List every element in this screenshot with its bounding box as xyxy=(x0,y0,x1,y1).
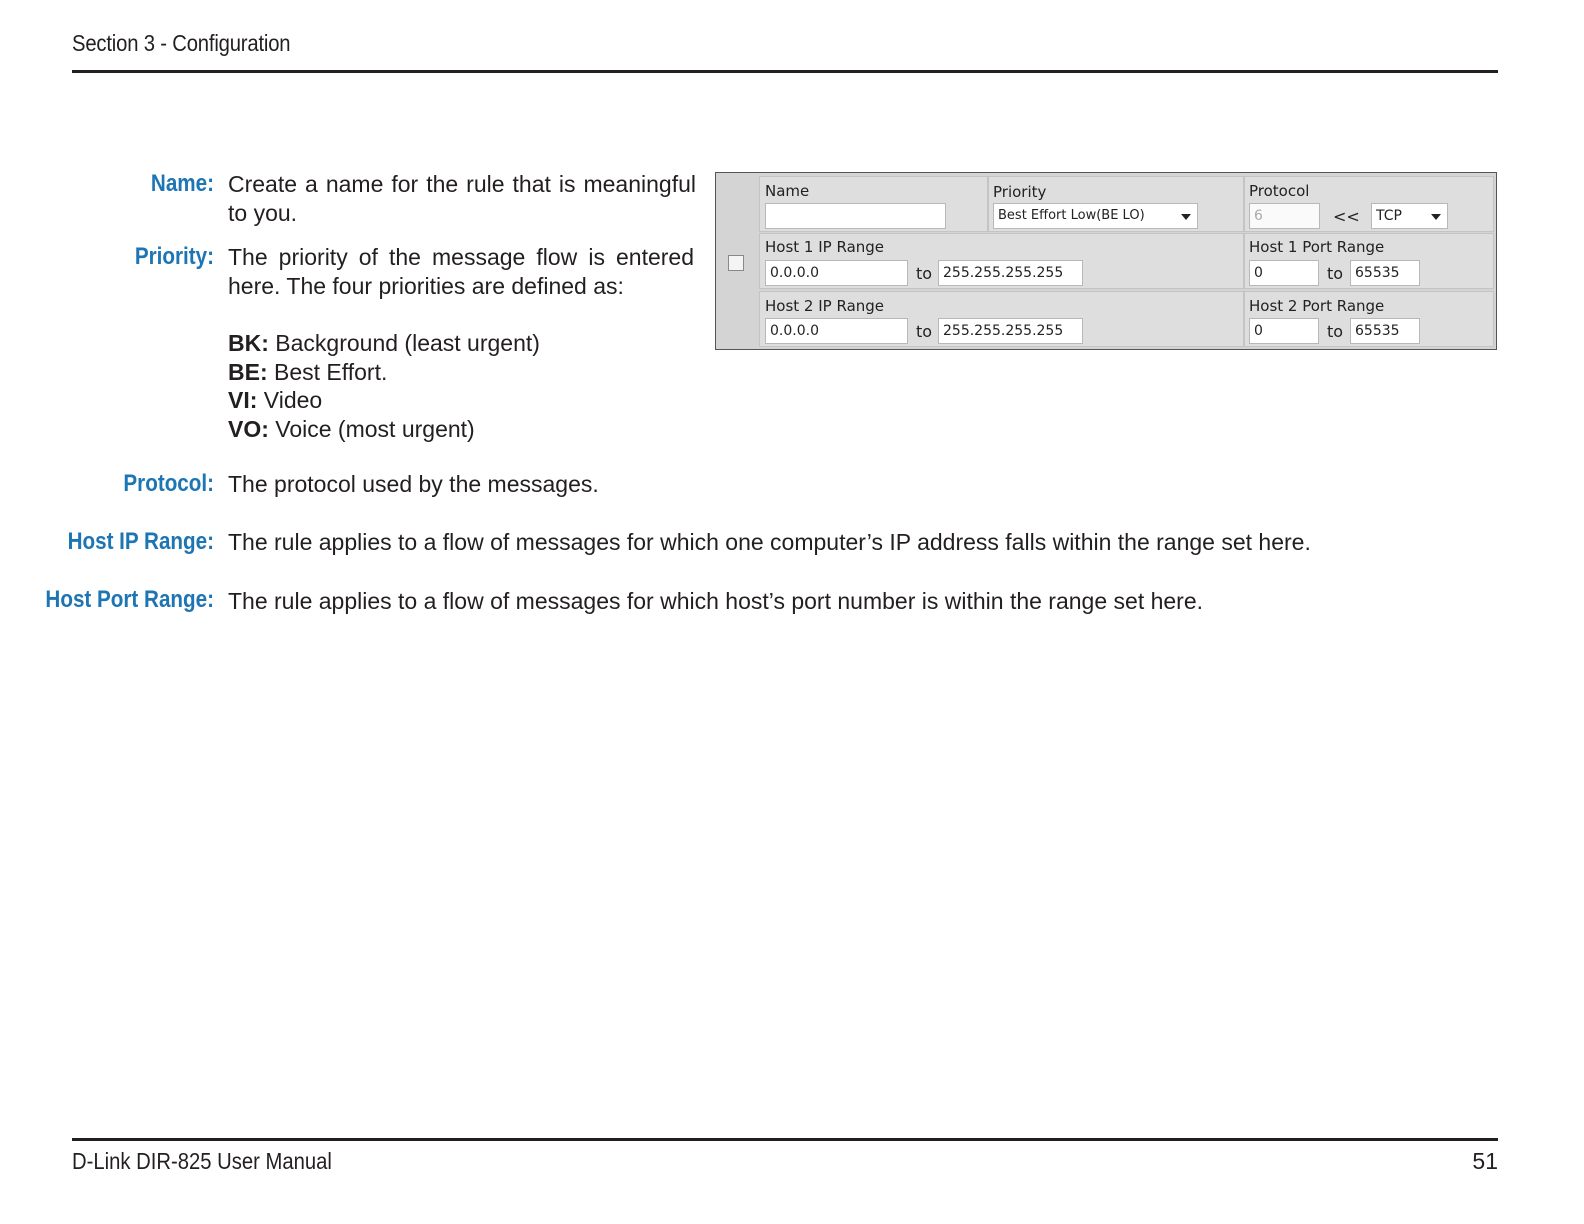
protocol-select-value: TCP xyxy=(1376,208,1402,224)
to-label: to xyxy=(1327,322,1344,341)
priority-cell xyxy=(988,176,1244,232)
protocol-label: Protocol xyxy=(1249,182,1310,200)
level-desc: Background (least urgent) xyxy=(275,330,540,356)
host1-ip-label: Host 1 IP Range xyxy=(765,238,885,256)
name-cell xyxy=(759,176,988,232)
protocol-copy-arrow[interactable]: << xyxy=(1333,207,1360,226)
term-host-ip-range: Host IP Range: xyxy=(67,528,214,555)
host1-ip-cell xyxy=(759,233,1244,289)
def-host-port-range: The rule applies to a flow of messages for which host’s port number is within the range set here. xyxy=(228,588,1204,614)
host2-ip-label: Host 2 IP Range xyxy=(765,297,885,315)
def-protocol: The protocol used by the messages. xyxy=(228,471,599,497)
term-host-port-range: Host Port Range: xyxy=(45,586,214,613)
host2-ip-from-input[interactable]: 0.0.0.0 xyxy=(765,318,908,344)
def-priority: The priority of the message flow is entered here. The four priorities are defined as: xyxy=(228,244,694,299)
level-code: BK: xyxy=(228,330,269,356)
level-code: VI: xyxy=(228,387,258,413)
name-input[interactable] xyxy=(765,203,946,229)
chevron-down-icon xyxy=(1431,214,1441,220)
host1-port-to-input[interactable]: 65535 xyxy=(1350,260,1420,286)
priority-select-value: Best Effort Low(BE LO) xyxy=(998,208,1145,223)
term-priority: Priority: xyxy=(134,243,214,270)
footer-rule xyxy=(72,1138,1498,1141)
page-number: 51 xyxy=(1472,1148,1498,1174)
chevron-down-icon xyxy=(1181,214,1191,220)
host2-port-cell xyxy=(1244,291,1494,347)
priority-level-vi xyxy=(228,386,322,415)
host1-ip-to-input[interactable]: 255.255.255.255 xyxy=(938,260,1083,286)
host1-ip-from-input[interactable]: 0.0.0.0 xyxy=(765,260,908,286)
to-label: to xyxy=(1327,264,1344,283)
term-protocol: Protocol: xyxy=(123,470,214,497)
priority-label: Priority xyxy=(993,183,1047,201)
host2-port-label: Host 2 Port Range xyxy=(1249,297,1385,315)
host2-port-from-input[interactable]: 0 xyxy=(1249,318,1319,344)
def-host-ip-range: The rule applies to a flow of messages for which one computer’s IP address falls within the range set here. xyxy=(228,529,1311,555)
protocol-cell xyxy=(1244,176,1494,232)
host2-ip-cell xyxy=(759,291,1244,347)
term-name: Name: xyxy=(150,170,214,197)
priority-level-bk xyxy=(228,329,540,358)
priority-level-be xyxy=(228,358,387,387)
priority-select[interactable] xyxy=(993,203,1198,229)
priority-level-vo xyxy=(228,415,475,444)
host1-port-cell xyxy=(1244,233,1494,289)
level-code: BE: xyxy=(228,359,268,385)
protocol-select[interactable] xyxy=(1371,203,1448,229)
to-label: to xyxy=(916,264,933,283)
host2-ip-to-input[interactable]: 255.255.255.255 xyxy=(938,318,1083,344)
host1-port-from-input[interactable]: 0 xyxy=(1249,260,1319,286)
rule-enable-checkbox[interactable] xyxy=(728,255,744,271)
host1-port-label: Host 1 Port Range xyxy=(1249,238,1385,256)
section-header: Section 3 - Configuration xyxy=(72,30,291,56)
host2-port-to-input[interactable]: 65535 xyxy=(1350,318,1420,344)
header-rule xyxy=(72,70,1498,73)
footer-manual-title: D-Link DIR-825 User Manual xyxy=(72,1148,332,1174)
def-name: Create a name for the rule that is meaningful to you. xyxy=(228,171,696,226)
level-desc: Best Effort. xyxy=(274,359,388,385)
level-desc: Video xyxy=(263,387,323,413)
name-label: Name xyxy=(765,182,810,200)
protocol-number-input[interactable]: 6 xyxy=(1249,203,1320,229)
qos-rule-form xyxy=(715,172,1497,350)
level-code: VO: xyxy=(228,416,269,442)
to-label: to xyxy=(916,322,933,341)
level-desc: Voice (most urgent) xyxy=(275,416,475,442)
